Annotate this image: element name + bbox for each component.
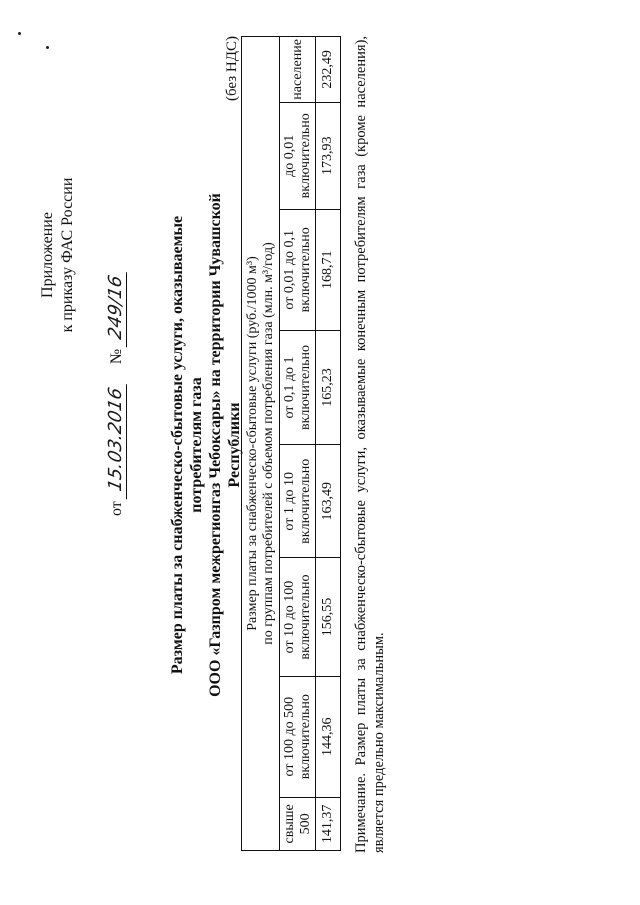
- table-cell: 141,37: [316, 797, 341, 850]
- table-cell: 165,23: [316, 330, 341, 444]
- column-header: население: [280, 37, 316, 103]
- table-header-row: [242, 37, 280, 851]
- number-prefix: №: [108, 348, 125, 365]
- table-cell: 163,49: [316, 445, 341, 558]
- scan-speck: [18, 32, 21, 35]
- appendix-label: Приложение: [39, 212, 56, 298]
- column-header: от 0,1 до 1 включительно: [280, 330, 316, 444]
- column-header: до 0,01 включительно: [280, 102, 316, 209]
- header-main-text: Размер платы за снабженческо-сбытовые услуги (руб./1000 м³): [244, 256, 260, 631]
- table-cell: 232,49: [316, 37, 341, 103]
- title-line-1: Размер платы за снабженческо-сбытовые услуги, оказываемые потребителям газа: [169, 215, 205, 675]
- column-header: от 10 до 100 включительно: [280, 558, 316, 676]
- appendix-order: к приказу ФАС России: [59, 177, 76, 333]
- date-prefix: от: [108, 501, 125, 516]
- handwritten-number: 249/16: [105, 267, 127, 347]
- column-header: от 1 до 10 включительно: [280, 445, 316, 558]
- table-cell: 168,71: [316, 209, 341, 330]
- table-header-main: [242, 37, 280, 851]
- table-row: [316, 37, 341, 851]
- table-column-headers: [280, 37, 316, 851]
- table-cell: 144,36: [316, 676, 341, 797]
- vat-note: (без НДС): [224, 36, 240, 102]
- table-cell: 156,55: [316, 558, 341, 676]
- footnote: Примечание. Размер платы за снабженческо-сбытовые услуги, оказываемые конечным потребителям газа (кроме населения), является предельно максимальным.: [353, 36, 387, 853]
- document-title: [168, 165, 244, 725]
- order-date-number: [105, 96, 127, 516]
- column-header: от 100 до 500 включительно: [280, 676, 316, 797]
- title-line-2: ООО «Газпром межрегионгаз Чебоксары» на территории Чувашской Республики: [207, 193, 243, 697]
- tariff-table: [241, 36, 341, 851]
- table-cell: 173,93: [316, 102, 341, 209]
- appendix-block: [38, 90, 78, 420]
- handwritten-date: 15.03.2016: [105, 380, 127, 500]
- column-header: свыше 500: [280, 797, 316, 850]
- scan-speck: [46, 46, 49, 49]
- header-sub-text: по группам потребителей с объемом потребления газа (млн. м³/год): [260, 242, 276, 645]
- column-header: от 0,01 до 0,1 включительно: [280, 209, 316, 330]
